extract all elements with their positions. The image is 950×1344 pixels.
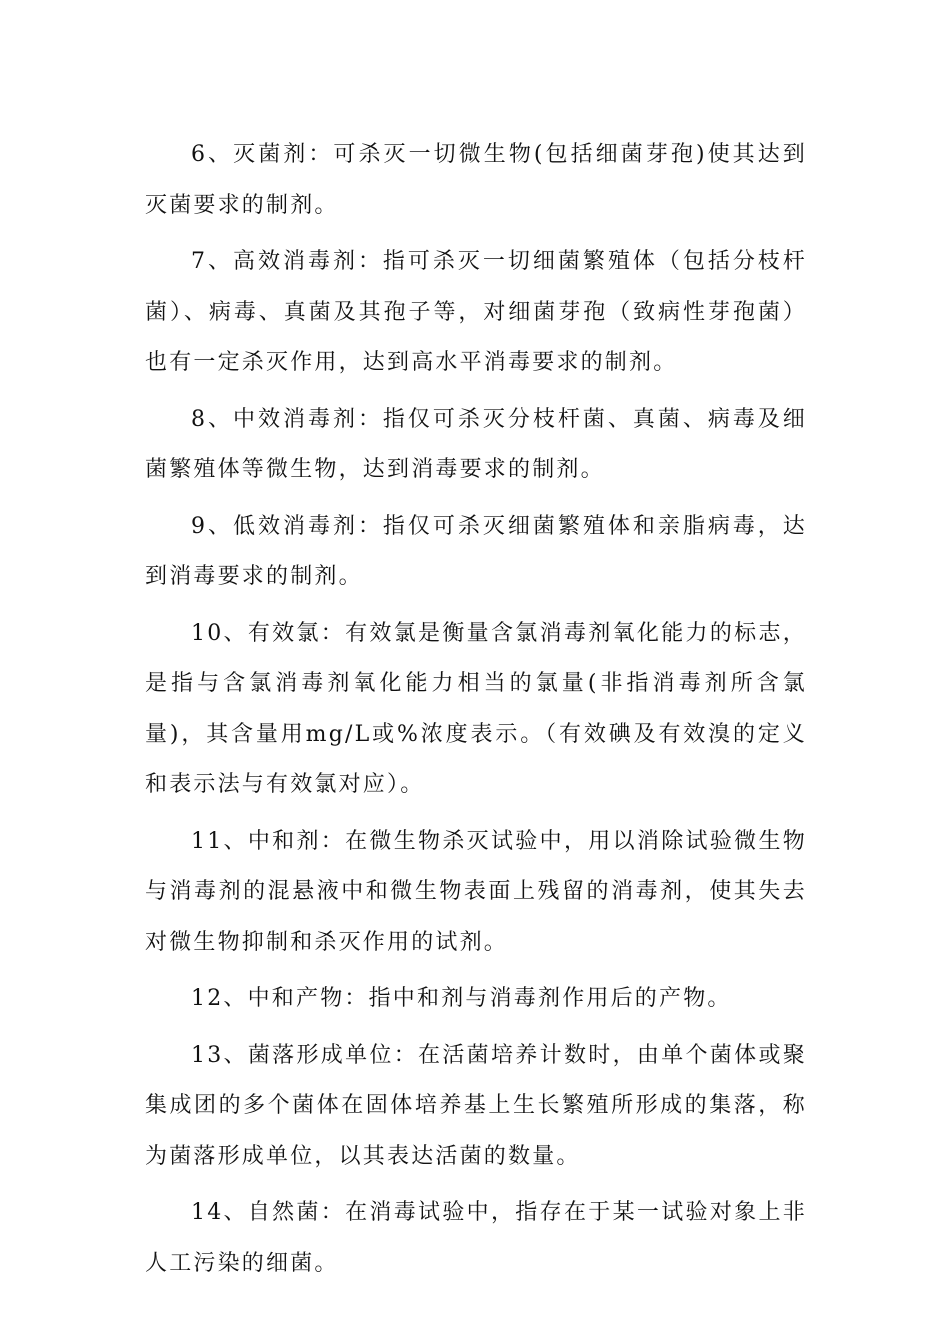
document-body [145,130,807,1295]
definition-colony-forming-unit: 13、菌落形成单位：在活菌培养计数时，由单个菌体或聚集成团的多个菌体在固体培养基上生长繁殖所形成的集落，称为菌落形成单位，以其表达活菌的数量。 [145,1042,807,1169]
definition-high-level-disinfectant: 7、高效消毒剂：指可杀灭一切细菌繁殖体（包括分枝杆菌）、病毒、真菌及其孢子等，对细菌芽孢（致病性芽孢菌）也有一定杀灭作用，达到高水平消毒要求的制剂。 [145,249,807,375]
definition-sterilant: 6、灭菌剂：可杀灭一切微生物(包括细菌芽孢)使其达到灭菌要求的制剂。 [145,142,807,218]
definition-neutralizer: 11、中和剂：在微生物杀灭试验中，用以消除试验微生物与消毒剂的混悬液中和微生物表面上残留的消毒剂，使其失去对微生物抑制和杀灭作用的试剂。 [145,828,807,955]
definition-neutralization-product: 12、中和产物：指中和剂与消毒剂作用后的产物。 [191,986,732,1011]
definition-natural-bacteria: 14、自然菌：在消毒试验中，指存在于某一试验对象上非人工污染的细菌。 [145,1200,807,1276]
definition-low-level-disinfectant: 9、低效消毒剂：指仅可杀灭细菌繁殖体和亲脂病毒，达到消毒要求的制剂。 [145,513,807,589]
definition-intermediate-level-disinfectant: 8、中效消毒剂：指仅可杀灭分枝杆菌、真菌、病毒及细菌繁殖体等微生物，达到消毒要求的制剂。 [145,406,807,482]
definition-available-chlorine: 10、有效氯：有效氯是衡量含氯消毒剂氧化能力的标志，是指与含氯消毒剂氧化能力相当的氯量(非指消毒剂所含氯量)，其含量用mg/L或%浓度表示。（有效碘及有效溴的定义和表示法与有效氯对应）。 [145,620,807,797]
